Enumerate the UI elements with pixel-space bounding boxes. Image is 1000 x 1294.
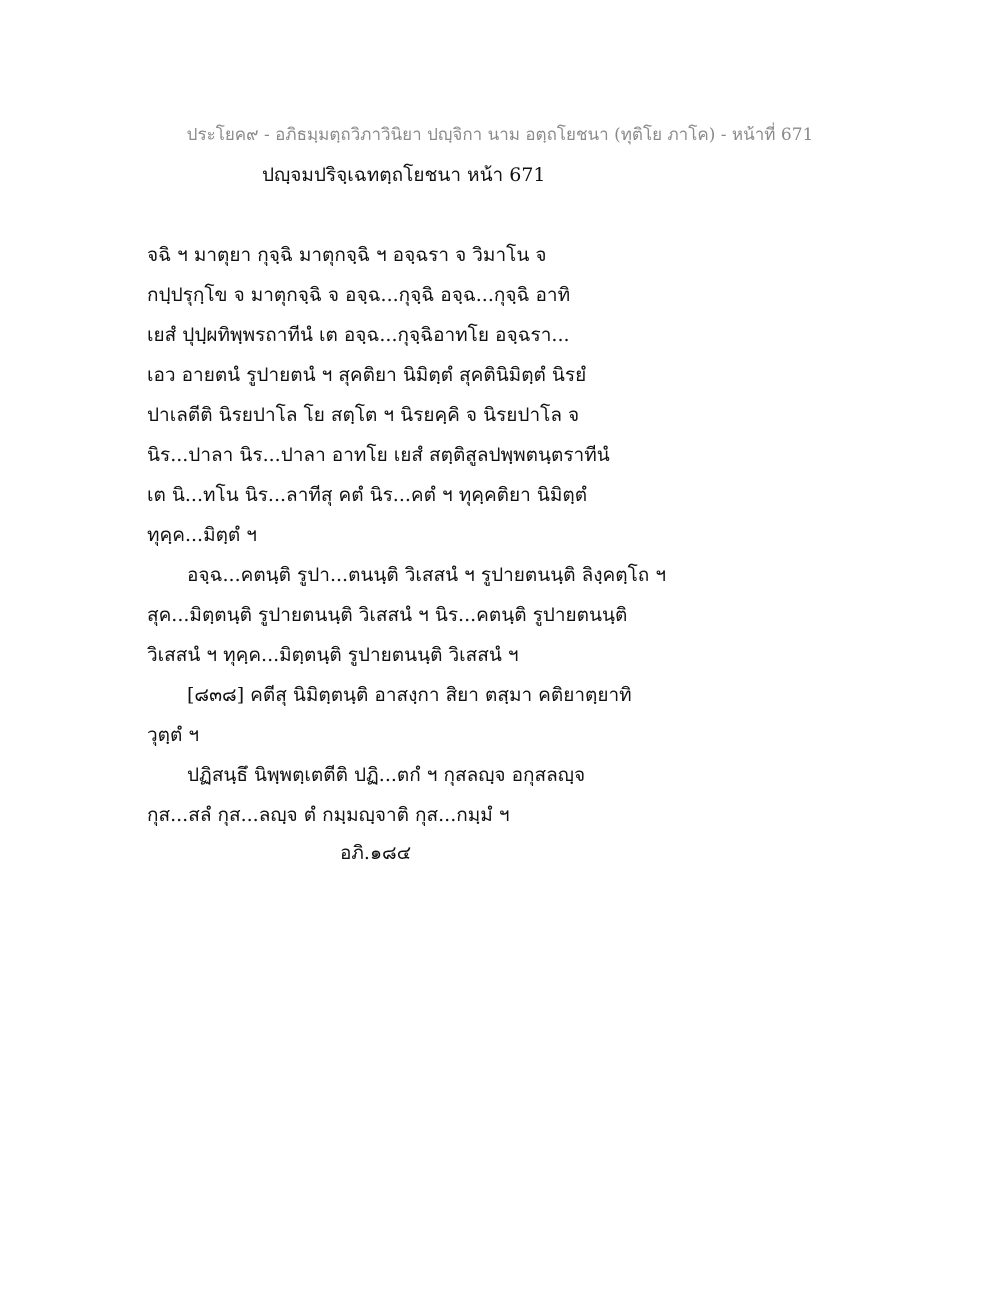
- page-reference: อภิ.๑๘๔: [340, 842, 412, 864]
- text-line: กุส...สลํ กุส...ลญฺจ ตํ กมฺมญฺจาติ กุส...กมฺมํ ฯ: [147, 804, 510, 826]
- body-text: [147, 240, 707, 840]
- text-line: เต นิ...ทโน นิร...ลาทีสุ คตํ นิร...คตํ ฯ ทุคฺคติยา นิมิตฺตํ: [147, 484, 588, 506]
- text-line: เอว อายตนํ รูปายตนํ ฯ สุคติยา นิมิตฺตํ สุคตินิมิตฺตํ นิรยํ: [147, 364, 587, 386]
- text-line: วิเสสนํ ฯ ทุคฺค...มิตฺตนฺติ รูปายตนนฺติ วิเสสนํ ฯ: [147, 644, 519, 666]
- text-line: ทุคฺค...มิตฺตํ ฯ: [147, 524, 257, 546]
- text-line: จฉิ ฯ มาตุยา กุจฺฉิ มาตุกจฺฉิ ฯ อจฺฉรา จ วิมาโน จ: [147, 244, 547, 266]
- text-line: วุตฺตํ ฯ: [147, 724, 200, 746]
- text-line: นิร...ปาลา นิร...ปาลา อาทโย เยสํ สตฺติสูลปพฺพตนฺตราทีนํ: [147, 444, 610, 466]
- paragraph-start-line: อจฺฉ...คตนฺติ รูปา...ตนนฺติ วิเสสนํ ฯ รูปายตนนฺติ ลิงฺคตฺโถ ฯ: [187, 564, 667, 586]
- text-line: กปฺปรุกฺโข จ มาตุกจฺฉิ จ อจฺฉ...กุจฺฉิ อจฺฉ...กุจฺฉิ อาทิ: [147, 284, 571, 306]
- text-line: เยสํ ปุปฺผทิพฺพรถาทีนํ เต อจฺฉ...กุจฺฉิอาทโย อจฺฉรา...: [147, 324, 570, 346]
- paragraph-start-line: [๘๓๘] คตีสุ นิมิตฺตนฺติ อาสงฺกา สิยา ตสฺมา คติยาตฺยาทิ: [187, 684, 632, 706]
- running-header: ประโยค๙ - อภิธมฺมตฺถวิภาวินิยา ปญฺจิกา นาม อตฺถโยชนา (ทุติโย ภาโค) - หน้าที่ 671: [186, 125, 814, 145]
- text-line: สุค...มิตฺตนฺติ รูปายตนนฺติ วิเสสนํ ฯ นิร...คตนฺติ รูปายตนนฺติ: [147, 604, 628, 626]
- paragraph-start-line: ปฏิสนฺธึ นิพฺพตฺเตตีติ ปฏิ...ตกํ ฯ กุสลญฺจ อกุสลญฺจ: [187, 764, 586, 786]
- page-title: ปญฺจมปริจฺเฉทตฺถโยชนา หน้า 671: [262, 164, 546, 186]
- text-line: ปาเลตีติ นิรยปาโล โย สตฺโต ฯ นิรยคฺคิ จ นิรยปาโล จ: [147, 404, 580, 426]
